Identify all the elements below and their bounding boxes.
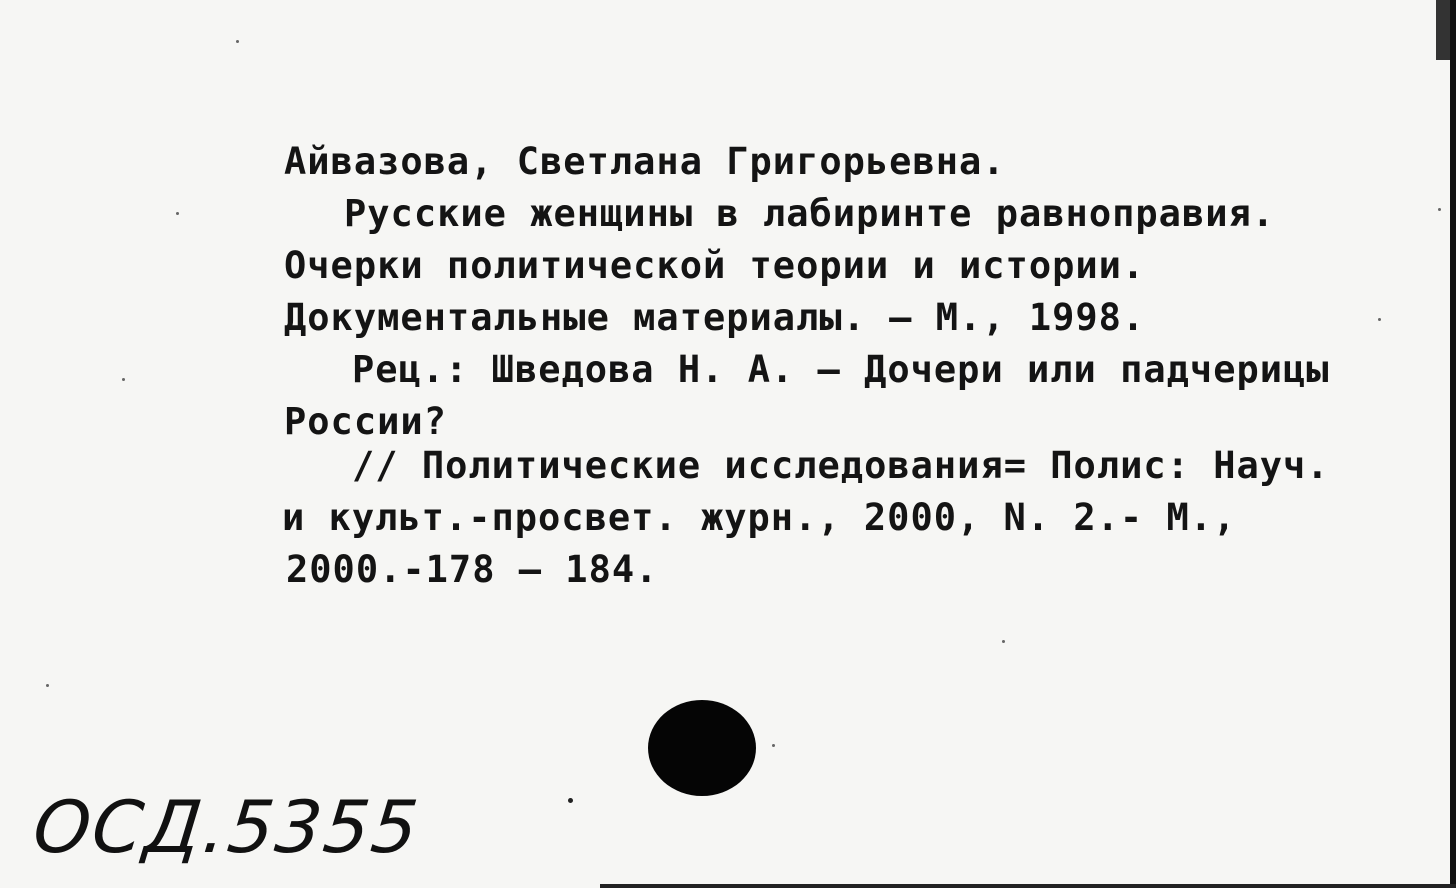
speck — [772, 744, 775, 747]
publication-line: Документальные материалы. – М., 1998. — [284, 296, 1146, 339]
speck — [46, 684, 49, 687]
handwritten-shelfmark: ОСД.5355 — [29, 785, 424, 869]
title-line-1: Русские женщины в лабиринте равноправия. — [344, 192, 1276, 235]
review-line-1: Рец.: Шведова Н. А. – Дочери или падчерицы — [352, 348, 1330, 391]
speck — [236, 40, 239, 43]
pages-line: 2000.-178 – 184. — [286, 548, 659, 591]
source-line-2: и культ.-просвет. журн., 2000, N. 2.- М., — [282, 496, 1237, 539]
speck — [122, 378, 125, 381]
author-line: Айвазова, Светлана Григорьевна. — [284, 140, 1006, 183]
review-line-2: России? — [284, 400, 447, 443]
scan-edge-bottom — [600, 884, 1456, 888]
punch-hole — [648, 700, 756, 796]
speck — [176, 212, 179, 215]
speck — [1002, 640, 1005, 643]
scan-edge-shadow — [1436, 0, 1450, 60]
speck — [1438, 208, 1441, 211]
title-line-2: Очерки политической теории и истории. — [284, 244, 1146, 287]
scan-edge-right — [1450, 0, 1456, 888]
source-line-1: // Политические исследования= Полис: Науч. — [352, 444, 1330, 487]
speck — [1378, 318, 1381, 321]
speck — [568, 798, 573, 803]
